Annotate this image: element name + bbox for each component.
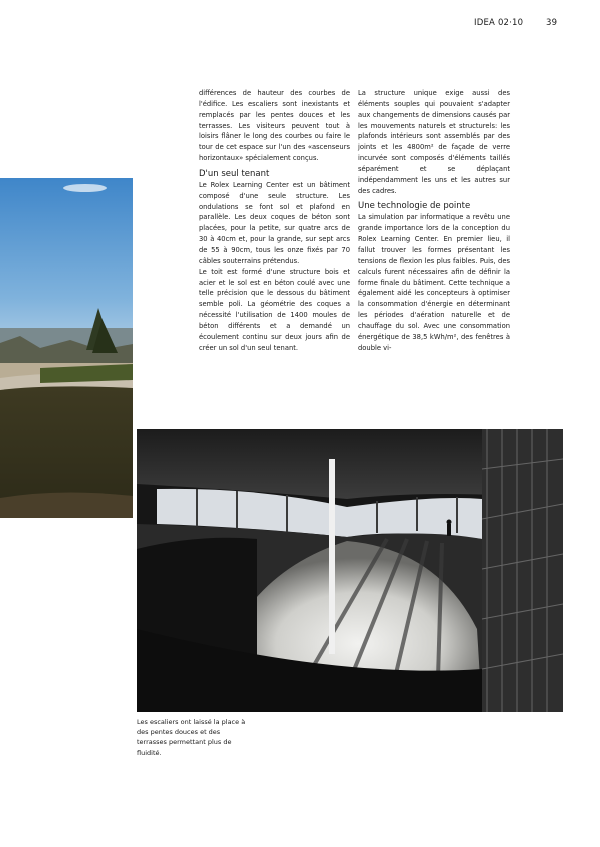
paragraph: différences de hauteur des courbes de l'édifice. Les escaliers sont inexistants et remplacés par les pentes douces et les terrasses. Les visiteurs peuvent tout à loisirs flâner le long des courbes ou faire le tour de cet espace sur l'un des «ascenseurs horizontaux» spécialement conçus. bbox=[199, 89, 350, 163]
paragraph: Le Rolex Learning Center est un bâtiment composé d'une seule structure. Les ondulations se font sol et plafond en parallèle. Les deux coques de béton sont placées, pour la petite, sur quatre arcs de 30 à 40cm et, pour la grande, sur sept arcs de 55 à 90cm, tous les onze fixés par 70 câbles souterrains prétendus. bbox=[199, 180, 350, 265]
page-header bbox=[474, 18, 558, 28]
paragraph: Le toit est formé d'une structure bois et acier et le sol est en béton coulé avec une telle précision que le dessous du bâtiment semble poli. La géométrie des coques a nécessité l'utilisation de 1400 moules de béton différents et a demandé un écoulement continu sur deux jours afin de créer un sol d'un seul tenant. bbox=[199, 267, 350, 352]
paragraph: La simulation par informatique a revêtu une grande importance lors de la conception du Rolex Learning Center. En premier lieu, il fallut trouver les formes présentant les tensions de flexion les plus faibles. Puis, des calculs furent nécessaires afin de définir la forme finale du bâtiment. Cette technique a également aidé les concepteurs à optimiser la consommation d'énergie en déterminant les périodes d'aération naturelle et de chauffage du sol. Avec une consommation énergétique de 38,5 kWh/m², des fenêtres à double vi- bbox=[358, 213, 510, 352]
issue-label: IDEA 02·10 bbox=[474, 18, 524, 28]
paragraph: La structure unique exige aussi des éléments souples qui pouvaient s'adapter aux changements de dimensions causés par les mouvements naturels et structurels: les plafonds intérieurs sont assemblés par des joints et les 4800m² de façade de verre incurvée sont composés d'éléments taillés séparément et se déplaçant indépendamment les uns et les autres sur des cadres. bbox=[358, 89, 510, 195]
page-number: 39 bbox=[546, 18, 558, 28]
photo-caption: Les escaliers ont laissé la place à des pentes douces et des terrasses permettant plus de fluidité. bbox=[137, 718, 246, 757]
text-column-2 bbox=[358, 88, 510, 353]
landscape-photo bbox=[0, 178, 133, 518]
section-heading: Une technologie de pointe bbox=[358, 201, 471, 212]
interior-photo bbox=[137, 429, 563, 712]
text-column-1 bbox=[199, 88, 350, 353]
section-heading: D'un seul tenant bbox=[199, 168, 270, 179]
